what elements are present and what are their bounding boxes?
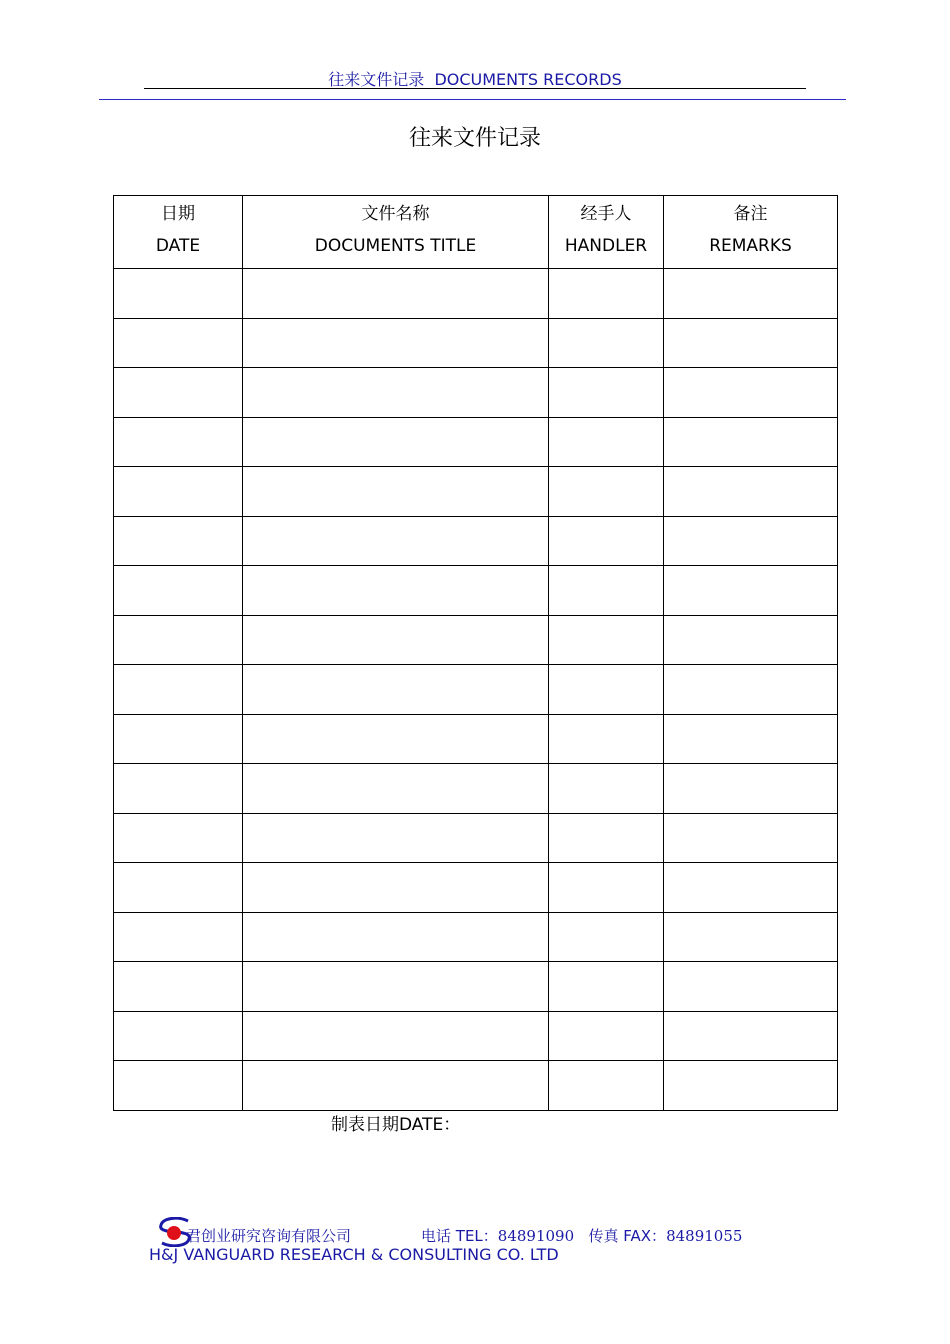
cell-date[interactable] [114, 615, 243, 665]
cell-date[interactable] [114, 566, 243, 616]
cell-date[interactable] [114, 1011, 243, 1061]
cell-handler[interactable] [549, 566, 664, 616]
cell-title[interactable] [243, 863, 549, 913]
cell-title[interactable] [243, 615, 549, 665]
tel-label-cn: 电话 [421, 1227, 452, 1245]
header-rule-blue [99, 99, 846, 100]
cell-handler[interactable] [549, 516, 664, 566]
table-row [114, 1061, 838, 1111]
cell-title[interactable] [243, 566, 549, 616]
cell-date[interactable] [114, 269, 243, 319]
cell-title[interactable] [243, 516, 549, 566]
table-row [114, 269, 838, 319]
cell-remarks[interactable] [664, 417, 838, 467]
table-row [114, 714, 838, 764]
footer-contact [421, 1225, 742, 1246]
column-header-cn: 备注 [733, 204, 768, 224]
cell-title[interactable] [243, 318, 549, 368]
column-header-en: HANDLER [564, 236, 648, 256]
table-row [114, 665, 838, 715]
cell-title[interactable] [243, 813, 549, 863]
column-header-remarks [664, 196, 838, 269]
cell-handler[interactable] [549, 615, 664, 665]
cell-handler[interactable] [549, 813, 664, 863]
header-rule-black [144, 88, 806, 89]
cell-title[interactable] [243, 269, 549, 319]
cell-title[interactable] [243, 467, 549, 517]
footer-company-cn: 君创业研究咨询有限公司 [186, 1227, 352, 1245]
fax-number: 84891055 [666, 1227, 743, 1245]
cell-remarks[interactable] [664, 318, 838, 368]
cell-date[interactable] [114, 1061, 243, 1111]
table-row [114, 566, 838, 616]
cell-handler[interactable] [549, 665, 664, 715]
cell-handler[interactable] [549, 368, 664, 418]
table-row [114, 516, 838, 566]
cell-remarks[interactable] [664, 912, 838, 962]
records-body [114, 269, 838, 1111]
cell-title[interactable] [243, 962, 549, 1012]
table-row [114, 318, 838, 368]
cell-title[interactable] [243, 665, 549, 715]
header-title-en: DOCUMENTS RECORDS [434, 70, 622, 89]
column-header-handler [549, 196, 664, 269]
cell-handler[interactable] [549, 912, 664, 962]
cell-remarks[interactable] [664, 863, 838, 913]
cell-title[interactable] [243, 368, 549, 418]
tel-number: 84891090 [497, 1227, 575, 1245]
cell-handler[interactable] [549, 962, 664, 1012]
cell-date[interactable] [114, 863, 243, 913]
table-row [114, 368, 838, 418]
cell-date[interactable] [114, 467, 243, 517]
cell-remarks[interactable] [664, 368, 838, 418]
cell-remarks[interactable] [664, 813, 838, 863]
table-row [114, 813, 838, 863]
cell-remarks[interactable] [664, 269, 838, 319]
cell-date[interactable] [114, 714, 243, 764]
fax-label-cn: 传真 [588, 1227, 619, 1245]
column-header-en: DOCUMENTS TITLE [314, 236, 477, 256]
cell-handler[interactable] [549, 467, 664, 517]
made-date [331, 1110, 460, 1135]
table-row [114, 615, 838, 665]
column-header-cn: 日期 [161, 204, 195, 224]
cell-remarks[interactable] [664, 665, 838, 715]
table-row [114, 863, 838, 913]
table-row [114, 417, 838, 467]
cell-handler[interactable] [549, 764, 664, 814]
cell-remarks[interactable] [664, 467, 838, 517]
cell-handler[interactable] [549, 863, 664, 913]
cell-date[interactable] [114, 516, 243, 566]
cell-remarks[interactable] [664, 1011, 838, 1061]
cell-title[interactable] [243, 714, 549, 764]
made-date-label-cn: 制表日期 [331, 1115, 399, 1135]
cell-date[interactable] [114, 912, 243, 962]
cell-remarks[interactable] [664, 566, 838, 616]
column-header-en: REMARKS [709, 236, 792, 256]
cell-remarks[interactable] [664, 615, 838, 665]
cell-title[interactable] [243, 912, 549, 962]
column-header-en: DATE [155, 236, 201, 256]
cell-date[interactable] [114, 318, 243, 368]
cell-remarks[interactable] [664, 764, 838, 814]
cell-handler[interactable] [549, 1061, 664, 1111]
cell-remarks[interactable] [664, 714, 838, 764]
column-header-cn: 经手人 [580, 204, 632, 224]
cell-date[interactable] [114, 962, 243, 1012]
table-row [114, 912, 838, 962]
document-title: 往来文件记录 [408, 126, 541, 151]
column-header-date [114, 196, 243, 269]
cell-title[interactable] [243, 764, 549, 814]
footer-company-en: H&J VANGUARD RESEARCH & CONSULTING CO. LTD [149, 1245, 559, 1264]
cell-date[interactable] [114, 417, 243, 467]
table-header-row [114, 196, 838, 269]
cell-date[interactable] [114, 813, 243, 863]
records-table [113, 195, 838, 1111]
cell-title[interactable] [243, 1061, 549, 1111]
cell-remarks[interactable] [664, 1061, 838, 1111]
column-header-cn: 文件名称 [361, 204, 430, 224]
cell-date[interactable] [114, 368, 243, 418]
header-title-cn: 往来文件记录 [328, 70, 425, 89]
fax-label-en: FAX： [623, 1227, 667, 1245]
page-header [0, 67, 950, 90]
table-row [114, 962, 838, 1012]
tel-label-en: TEL： [455, 1227, 498, 1245]
cell-title[interactable] [243, 1011, 549, 1061]
table-row [114, 467, 838, 517]
table-row [114, 1011, 838, 1061]
cell-handler[interactable] [549, 417, 664, 467]
cell-title[interactable] [243, 417, 549, 467]
table-row [114, 764, 838, 814]
made-date-label-en: DATE： [399, 1115, 461, 1135]
cell-remarks[interactable] [664, 962, 838, 1012]
cell-remarks[interactable] [664, 516, 838, 566]
cell-date[interactable] [114, 665, 243, 715]
cell-handler[interactable] [549, 1011, 664, 1061]
cell-handler[interactable] [549, 714, 664, 764]
column-header-title [243, 196, 549, 269]
cell-date[interactable] [114, 764, 243, 814]
cell-handler[interactable] [549, 318, 664, 368]
cell-handler[interactable] [549, 269, 664, 319]
